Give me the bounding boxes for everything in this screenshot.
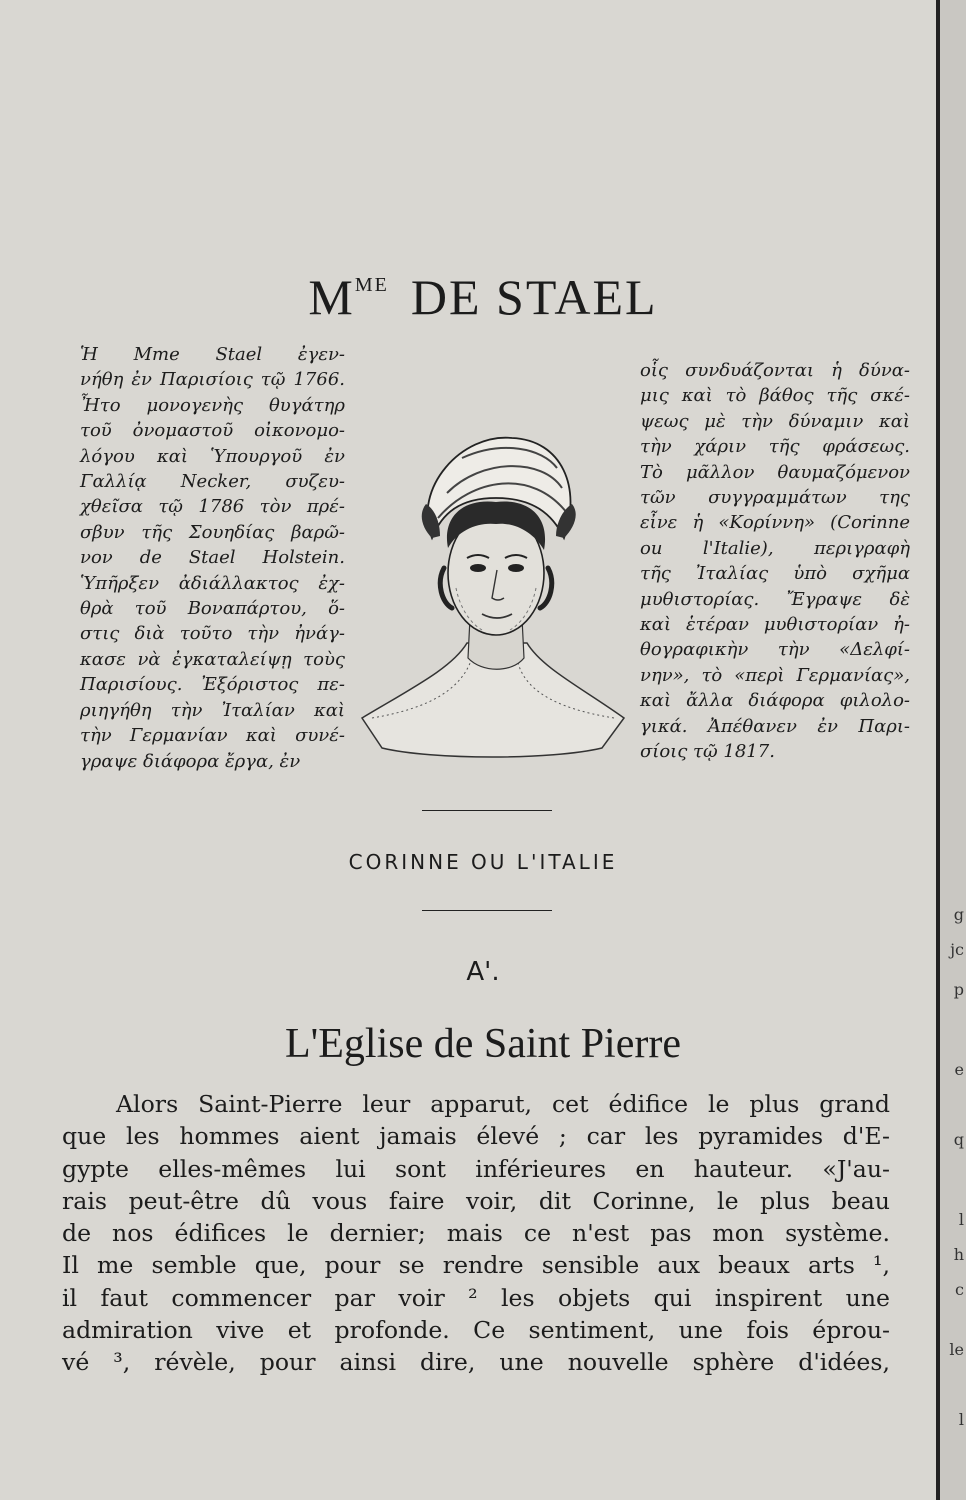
text-line: τοῦ ὀνομαστοῦ οἰκονομο- — [80, 420, 345, 442]
text-line: Il me semble que, pour se rendre sensible aux beaux arts ¹, — [62, 1251, 890, 1280]
text-line: μυθιστορίας. Ἔγραψε δὲ — [640, 588, 910, 610]
chapter-number: A'. — [466, 957, 500, 987]
text-line: Ὑπῆρξεν ἀδιάλλακτος ἐχ- — [80, 572, 345, 594]
text-line: λόγου καὶ Ὑπουργοῦ ἐν — [80, 445, 345, 467]
text-line: Παρισίους. Ἐξόριστος πε- — [80, 674, 345, 696]
text-line: Τὸ μᾶλλον θαυμαζόμενον — [640, 461, 910, 483]
text-line: νην», τὸ «περὶ Γερμανίας», — [640, 664, 910, 686]
title-rest: DE STAEL — [410, 269, 658, 325]
margin-letter: c — [955, 1280, 964, 1299]
margin-letter: jc — [950, 940, 964, 959]
title-main: M — [308, 269, 355, 325]
text-line: καὶ ἄλλα διάφορα φιλολο- — [640, 690, 910, 712]
text-line: rais peut-être dû vous faire voir, dit Corinne, le plus beau — [62, 1186, 890, 1215]
work-subtitle: CORINNE OU L'ITALIE — [348, 850, 618, 874]
text-line: σβυν τῆς Σουηδίας βαρῶ- — [80, 521, 345, 543]
text-line: ριηγήθη τὴν Ἰταλίαν καὶ — [80, 699, 345, 721]
text-line: τῶν συγγραμμάτων της — [640, 487, 910, 509]
text-line: ou l'Italie), περιγραφὴ — [640, 537, 910, 559]
text-line: στις διὰ τοῦτο τὴν ἠνάγ- — [80, 623, 345, 645]
text-line: οἷς συνδυάζονται ἡ δύνα- — [640, 360, 910, 381]
divider-rule — [422, 810, 552, 811]
biography-left-column — [80, 342, 345, 774]
section-heading: L'Eglise de Saint Pierre — [285, 1021, 681, 1067]
text-line: νον de Stael Holstein. — [80, 547, 345, 569]
text-line: νήθη ἐν Παρισίοις τῷ 1766. — [80, 369, 345, 391]
margin-letter: l — [958, 1210, 964, 1229]
text-line: de nos édifices le dernier; mais ce n'est pas mon système. — [62, 1219, 890, 1248]
margin-letter: g — [953, 905, 964, 924]
text-line: Γαλλίᾳ Necker, συζευ- — [80, 471, 345, 493]
text-line: Ἦτο μονογενὴς θυγάτηρ — [80, 394, 345, 416]
text-line: καὶ ἑτέραν μυθιστορίαν ἠ- — [640, 614, 910, 636]
text-line: gypte elles-mêmes lui sont inférieures en hauteur. «J'au- — [62, 1154, 890, 1183]
body-text — [62, 1088, 890, 1379]
text-line: γραψε διάφορα ἔργα, ἐν — [80, 750, 301, 772]
margin-letter: le — [949, 1340, 964, 1359]
text-line: χθεῖσα τῷ 1786 τὸν πρέ- — [80, 496, 345, 518]
margin-letter: e — [954, 1060, 964, 1079]
text-line: ψεως μὲ τὴν δύναμιν καὶ — [640, 410, 910, 432]
text-line: μις καὶ τὸ βάθος τῆς σκέ- — [640, 385, 910, 407]
text-line: τὴν χάριν τῆς φράσεως. — [640, 436, 910, 458]
text-line: τὴν Γερμανίαν καὶ συνέ- — [80, 725, 345, 747]
text-line: θογραφικὴν τὴν «Δελφί- — [640, 639, 910, 661]
text-line: vé ³, révèle, pour ainsi dire, une nouvelle sphère d'idées, — [62, 1348, 890, 1377]
text-line: θρὰ τοῦ Βοναπάρτου, ὅ- — [80, 598, 345, 620]
text-line: κασε νὰ ἐγκαταλείψῃ τοὺς — [80, 648, 345, 670]
text-line: admiration vive et profonde. Ce sentiment, une fois éprou- — [62, 1316, 890, 1345]
text-line: γικά. Ἀπέθανεν ἐν Παρι- — [640, 715, 910, 737]
margin-letter: l — [958, 1410, 964, 1429]
title-superscript: ME — [354, 274, 389, 296]
text-line: Ἡ Mme Stael ἐγεν- — [80, 344, 345, 365]
text-line: que les hommes aient jamais élevé ; car les pyramides d'E- — [62, 1122, 890, 1151]
divider-rule — [422, 910, 552, 911]
text-line: il faut commencer par voir ² les objets qui inspirent une — [62, 1283, 890, 1312]
margin-letter: q — [953, 1130, 964, 1149]
text-line: τῆς Ἰταλίας ὑπὸ σχῆμα — [640, 563, 910, 585]
portrait-engraving — [352, 418, 634, 760]
text-line: σίοις τῷ 1817. — [640, 741, 775, 763]
margin-letter: p — [953, 980, 964, 999]
adjacent-page-edge — [936, 0, 966, 1500]
page-title — [0, 268, 966, 326]
margin-letter: h — [953, 1245, 964, 1264]
biography-right-column — [640, 358, 910, 765]
text-line: Alors Saint-Pierre leur apparut, cet édifice le plus grand — [116, 1090, 890, 1118]
text-line: εἶνε ἡ «Κορίννη» (Corinne — [640, 512, 910, 534]
